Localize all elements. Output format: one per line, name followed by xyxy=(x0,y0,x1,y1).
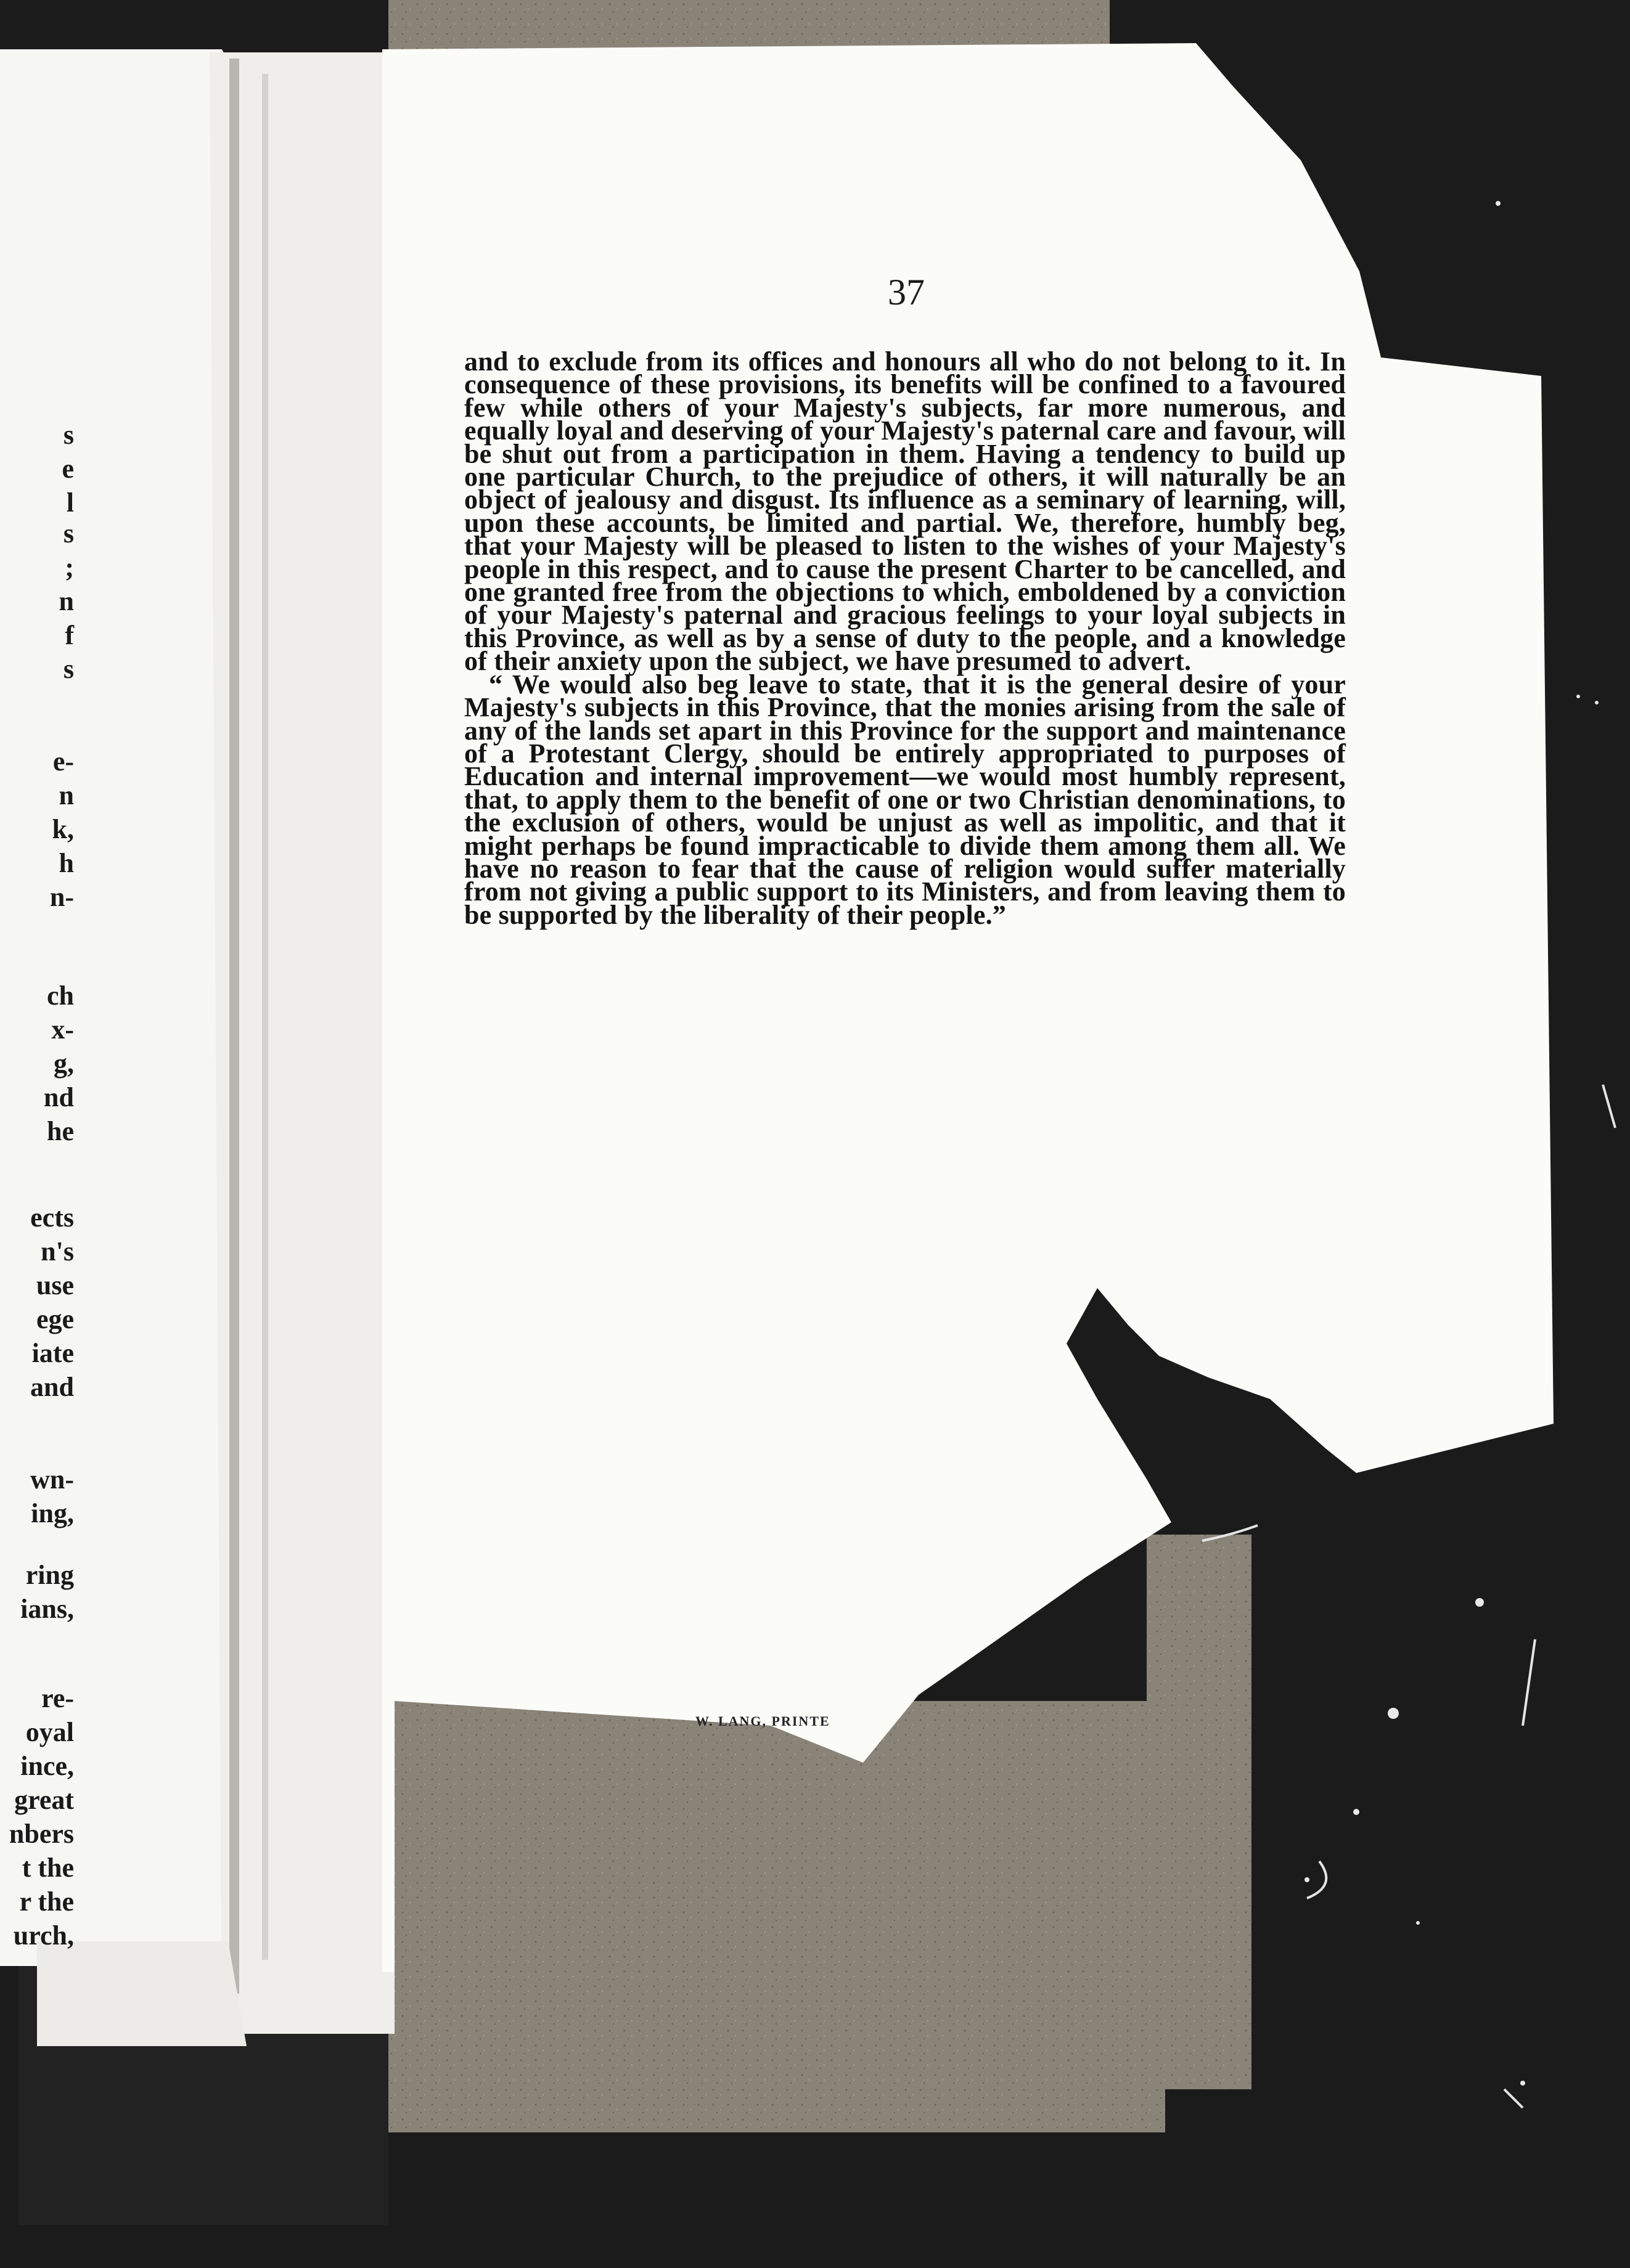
left-page-line-fragment: s xyxy=(63,654,74,684)
left-page-line-fragment: re- xyxy=(41,1683,74,1713)
left-page-line-fragment: h xyxy=(59,848,74,878)
left-page-line-fragment: ; xyxy=(65,552,74,582)
paragraph-1: and to exclude from its offices and honours all who do not belong to it. In consequence of these provisions, its benefits will be confined to a favoured few while others of your Majesty's subjects, far more numerous, and equally loyal and deserving of your Majesty's paternal care and favour, will be shut out from a participation in them. Having a tendency to build up one particular Church, to the prejudice of others, it will naturally be an object of jealousy and disgust. Its influence as a seminary of learning, will, upon these accounts, be limited and partial. We, therefore, humbly beg, that your Majesty will be pleased to listen to the wishes of your Majesty's people in this respect, and to cause the present Charter to be cancelled, and one granted free from the objections to which, emboldened by a conviction of your Majesty's paternal and gracious feelings to your loyal subjects in this Province, as well as by a sense of duty to the people, and a knowledge of their anxiety upon the subject, we have presumed to advert. xyxy=(464,346,1346,677)
left-page-line-fragment: great xyxy=(14,1785,74,1815)
left-page-line-fragment: e xyxy=(62,454,74,484)
left-page-line-fragment: g, xyxy=(54,1048,74,1079)
left-page-line-fragment: r the xyxy=(19,1887,74,1917)
left-page-line-fragment: n xyxy=(59,586,74,616)
left-page-line-fragment: urch, xyxy=(13,1920,74,1951)
left-page-line-fragment: wn- xyxy=(30,1464,74,1495)
left-page-line-fragment: l xyxy=(66,487,74,518)
page-number: 37 xyxy=(888,272,925,312)
left-page-line-fragment: oyal xyxy=(25,1717,74,1747)
cardboard-bottom xyxy=(382,1701,1165,2132)
left-page-line-fragment: s xyxy=(63,420,74,450)
left-page-line-fragment: t the xyxy=(22,1853,74,1883)
cardboard-lower-right xyxy=(1147,1535,1251,2089)
left-page-line-fragment: ects xyxy=(30,1202,74,1233)
left-page-line-fragment: e- xyxy=(52,746,74,777)
left-page-line-fragment: ring xyxy=(25,1560,74,1590)
left-page-line-fragment: x- xyxy=(51,1014,74,1045)
left-page-fragments xyxy=(0,0,74,2268)
left-page-line-fragment: n xyxy=(59,780,74,810)
left-page-line-fragment: and xyxy=(30,1372,74,1402)
left-page-line-fragment: k, xyxy=(52,814,74,844)
printer-imprint: W. LANG, PRINTE xyxy=(695,1713,830,1729)
left-page-line-fragment: nbers xyxy=(9,1819,74,1849)
left-page-line-fragment: n- xyxy=(49,882,74,912)
left-page-line-fragment: ing, xyxy=(31,1498,74,1528)
body-text xyxy=(464,346,1346,930)
left-page-line-fragment: he xyxy=(47,1116,74,1146)
left-page-line-fragment: f xyxy=(65,620,74,650)
left-page-line-fragment: iate xyxy=(31,1338,74,1368)
left-page-line-fragment: nd xyxy=(44,1082,74,1112)
left-page-line-fragment: ince, xyxy=(20,1751,74,1781)
left-page-line-fragment: use xyxy=(36,1270,74,1300)
gutter-shadow xyxy=(229,59,239,1994)
left-page-line-fragment: n's xyxy=(41,1236,74,1267)
left-page-line-fragment: ians, xyxy=(20,1594,74,1624)
paragraph-2: “ We would also beg leave to state, that it is the general desire of your Majesty's subjects in this Province, that the monies arising from the sale of any of the lands set apart in this Province for the support and maintenance of a Protestant Clergy, should be entirely appropriated to purposes of Education and internal improvement—we would most humbly represent, that, to apply them to the benefit of one or two Christian denominations, to the exclusion of others, would be unjust as well as impolitic, and that it might perhaps be found impracticable to divide them among them all. We have no reason to fear that the cause of religion would suffer materially from not giving a public support to its Ministers, and from leaving them to be supported by the liberality of their people.” xyxy=(464,669,1346,930)
left-page-line-fragment: ch xyxy=(47,981,74,1011)
left-page-line-fragment: s xyxy=(63,518,74,549)
left-page-line-fragment: ege xyxy=(36,1304,74,1334)
gutter-fold xyxy=(262,74,268,1960)
